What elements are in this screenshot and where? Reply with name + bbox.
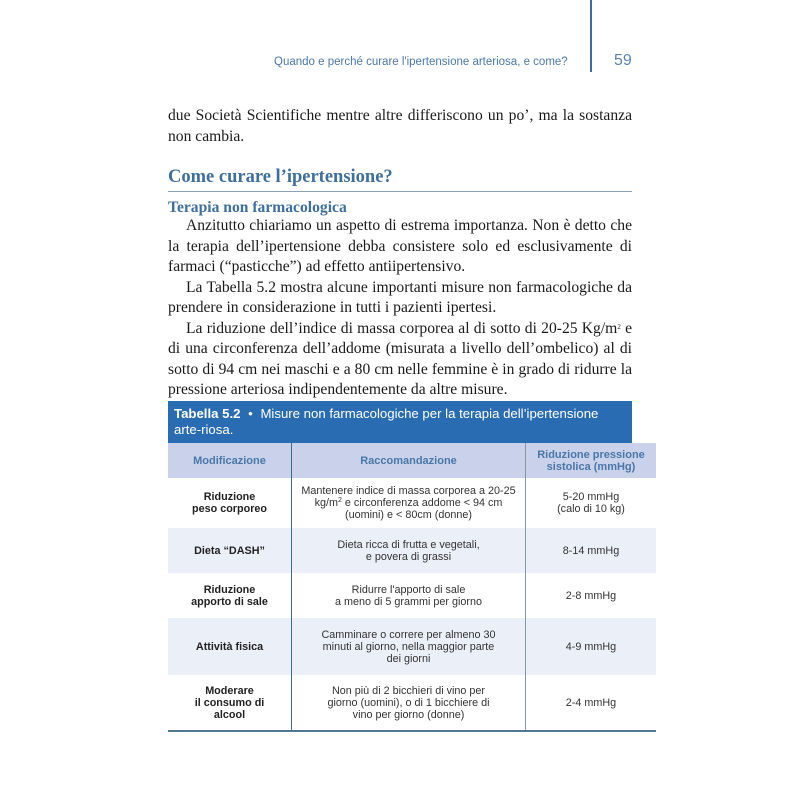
paragraph: Anzitutto chiariamo un aspetto di estrema importanza. Non è detto che la terapia dell’ipertensione debba consistere solo ed esclusivamente di farmaci (“pasticche”) ad effetto antiipertensivo. [168,217,632,275]
cell-recommendation: Ridurre l'apporto di sale a meno di 5 grammi per giorno [292,573,526,618]
cell-recommendation [292,478,526,528]
paragraph: La Tabella 5.2 mostra alcune importanti misure non farmacologiche da prendere in considerazione in tutti i pazienti ipertesi. [168,278,632,316]
section-title: Come curare l’ipertensione? [168,167,632,192]
intro-line: non cambia. [168,127,245,145]
caption-bullet: • [248,406,253,421]
table-caption-text: Misure non farmacologiche per la terapia dell’ipertensione arte-riosa. [174,406,599,437]
table-row [168,618,656,675]
intro-paragraph [168,106,632,147]
table-row [168,478,656,528]
table-row [168,573,656,618]
cell-modification: Riduzione peso corporeo [168,478,292,528]
cell-modification: Riduzione apporto di sale [168,573,292,618]
header-rule [590,0,592,72]
cell-modification: Moderare il consumo di alcool [168,675,292,731]
superscript: 2 [337,497,342,504]
table-header-row [168,443,656,478]
column-header-reduction: Riduzione pressione sistolica (mmHg) [526,443,657,478]
cell-text: Mantenere indice di massa corporea a 20-25 kg/m [301,485,516,509]
cell-modification: Attività fisica [168,618,292,675]
cell-recommendation: Camminare o correre per almeno 30 minuti al giorno, nella maggior parte dei giorni [292,618,526,675]
table-row [168,528,656,573]
cell-recommendation: Dieta ricca di frutta e vegetali, e povera di grassi [292,528,526,573]
paragraph-text: e di una circonferenza dell’addome (misurata a livello dell’ombelico) al di sotto di 94 cm nei maschi e a 80 cm nelle femmine è in grado di ridurre la pressione arteriosa indipendentemente da altre misure. [168,319,632,398]
column-header-modification: Modificazione [168,443,292,478]
measures-table [168,443,656,732]
intro-line: due Società Scientifiche mentre altre differiscono un po’, ma la sostanza [168,107,632,124]
cell-reduction: 5-20 mmHg (calo di 10 kg) [557,491,625,515]
cell-reduction: 2-4 mmHg [565,696,617,709]
cell-modification: Dieta “DASH” [168,528,292,573]
cell-reduction: 2-8 mmHg [565,589,617,602]
paragraph-text: La riduzione dell’indice di massa corporea al di sotto di 20-25 Kg/m [186,319,618,337]
running-title: Quando e perché curare l'ipertensione arteriosa, e come? [274,56,568,68]
superscript: 2 [617,322,621,331]
cell-recommendation: Non più di 2 bicchieri di vino per giorno (uomini), o di 1 bicchiere di vino per giorno (donne) [292,675,526,731]
cell-reduction: 8-14 mmHg [526,528,657,573]
table-caption-label: Tabella 5.2 [174,406,241,421]
table-row [168,675,656,731]
paragraph [168,319,632,401]
table-5-2 [168,401,645,732]
cell-text: e circonferenza addome < 94 cm (uomini) e < 80cm (donne) [341,497,503,521]
table-caption [168,401,632,443]
page-number: 59 [614,52,632,69]
cell-reduction: 4-9 mmHg [526,618,657,675]
subsection-title: Terapia non farmacologica [168,199,347,216]
section-body [168,216,632,401]
column-header-recommendation: Raccomandazione [292,443,526,478]
